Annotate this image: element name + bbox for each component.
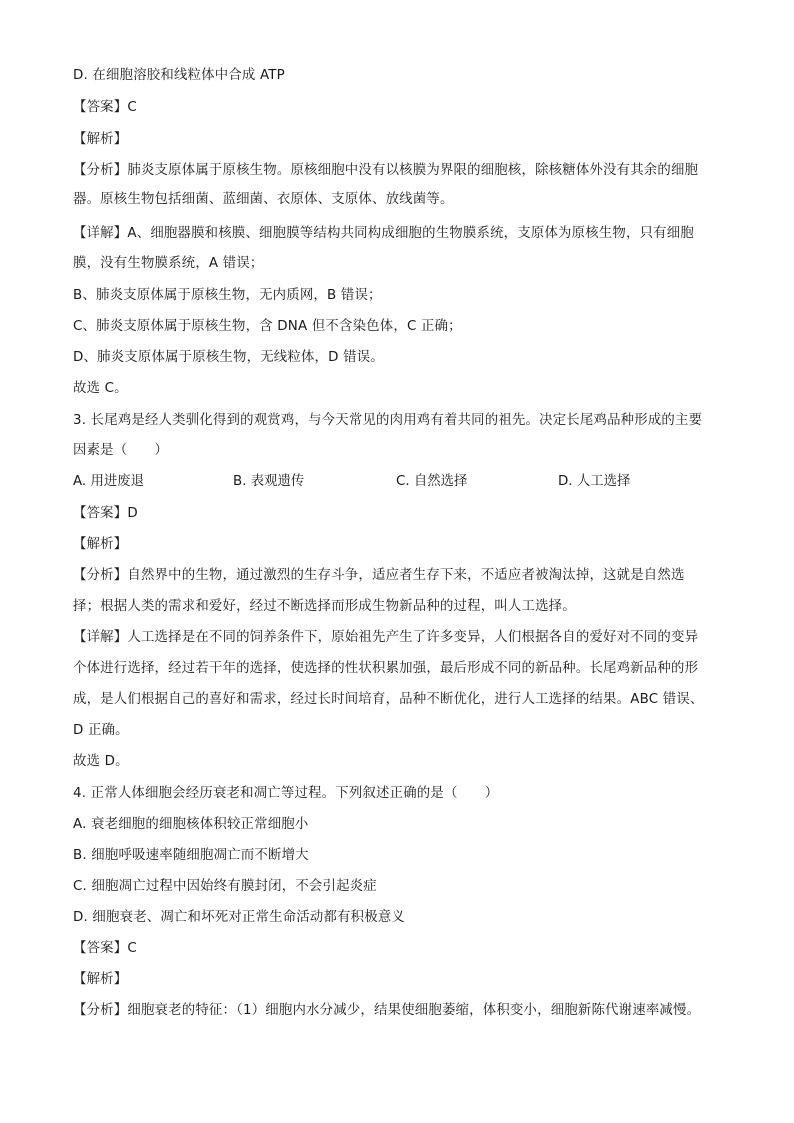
q4-option-c: C. 细胞凋亡过程中因始终有膜封闭，不会引起炎症 xyxy=(73,879,377,894)
q3-analysis-text: 【分析】自然界中的生物，通过激烈的生存斗争，适应者生存下来，不适应者被淘汰掉，这就是自然选 xyxy=(73,568,685,583)
q3-detail-text-cont1: 个体进行选择，经过若干年的选择，使选择的性状积累加强，最后形成不同的新品种。长尾鸡新品种的形 xyxy=(73,661,699,676)
q3-detail-text: 【详解】人工选择是在不同的饲养条件下，原始祖先产生了许多变异，人们根据各自的爱好对不同的变异 xyxy=(73,630,699,645)
q3-conclusion: 故选 D。 xyxy=(73,754,129,769)
q3-option-d: D. 人工选择 xyxy=(558,474,631,489)
q4-answer: 【答案】C xyxy=(73,941,137,956)
q4-analysis-text: 【分析】细胞衰老的特征：（1）细胞内水分减少，结果使细胞萎缩，体积变小，细胞新陈代谢速率减慢。 xyxy=(73,1003,701,1018)
q3-stem: 3. 长尾鸡是经人类驯化得到的观赏鸡，与今天常见的肉用鸡有着共同的祖先。决定长尾鸡品种形成的主要 xyxy=(73,413,703,428)
q3-analysis-text-cont: 择；根据人类的需求和爱好，经过不断选择而形成生物新品种的过程，叫人工选择。 xyxy=(73,599,576,614)
q3-option-b: B. 表观遗传 xyxy=(233,474,305,489)
q3-answer: 【答案】D xyxy=(73,506,138,521)
q3-analysis-heading: 【解析】 xyxy=(73,537,128,552)
q2-option-d: D. 在细胞溶胶和线粒体中合成 ATP xyxy=(73,68,285,83)
q2-detail-d: D、肺炎支原体属于原核生物，无线粒体，D 错误。 xyxy=(73,350,384,365)
q4-option-a: A. 衰老细胞的细胞核体积较正常细胞小 xyxy=(73,817,309,832)
q2-detail-b: B、肺炎支原体属于原核生物，无内质网，B 错误； xyxy=(73,288,382,303)
q3-stem-cont: 因素是（ ） xyxy=(73,443,169,458)
q2-conclusion: 故选 C。 xyxy=(73,381,128,396)
q2-analysis-heading: 【解析】 xyxy=(73,132,128,147)
q4-option-b: B. 细胞呼吸速率随细胞凋亡而不断增大 xyxy=(73,848,309,863)
q2-analysis-text-cont: 器。原核生物包括细菌、蓝细菌、衣原体、支原体、放线菌等。 xyxy=(73,192,454,207)
q2-detail-c: C、肺炎支原体属于原核生物，含 DNA 但不含染色体，C 正确； xyxy=(73,319,462,334)
q2-detail-text-cont: 膜，没有生物膜系统，A 错误； xyxy=(73,256,264,271)
q3-detail-text-cont2: 成，是人们根据自己的喜好和需求，经过长时间培育，品种不断优化，进行人工选择的结果。ABC 错误、 xyxy=(73,692,704,707)
q4-option-d: D. 细胞衰老、凋亡和坏死对正常生命活动都有积极意义 xyxy=(73,910,406,925)
q2-answer: 【答案】C xyxy=(73,100,137,115)
q3-option-c: C. 自然选择 xyxy=(396,474,468,489)
q4-analysis-heading: 【解析】 xyxy=(73,972,128,987)
q4-stem: 4. 正常人体细胞会经历衰老和凋亡等过程。下列叙述正确的是（ ） xyxy=(73,786,499,801)
q3-detail-text-cont3: D 正确。 xyxy=(73,723,129,738)
q2-detail-text: 【详解】A、细胞器膜和核膜、细胞膜等结构共同构成细胞的生物膜系统，支原体为原核生物，只有细胞 xyxy=(73,226,694,241)
q3-option-a: A. 用进废退 xyxy=(73,474,144,489)
q2-analysis-text: 【分析】肺炎支原体属于原核生物。原核细胞中没有以核膜为界限的细胞核，除核糖体外没有其余的细胞 xyxy=(73,163,699,178)
